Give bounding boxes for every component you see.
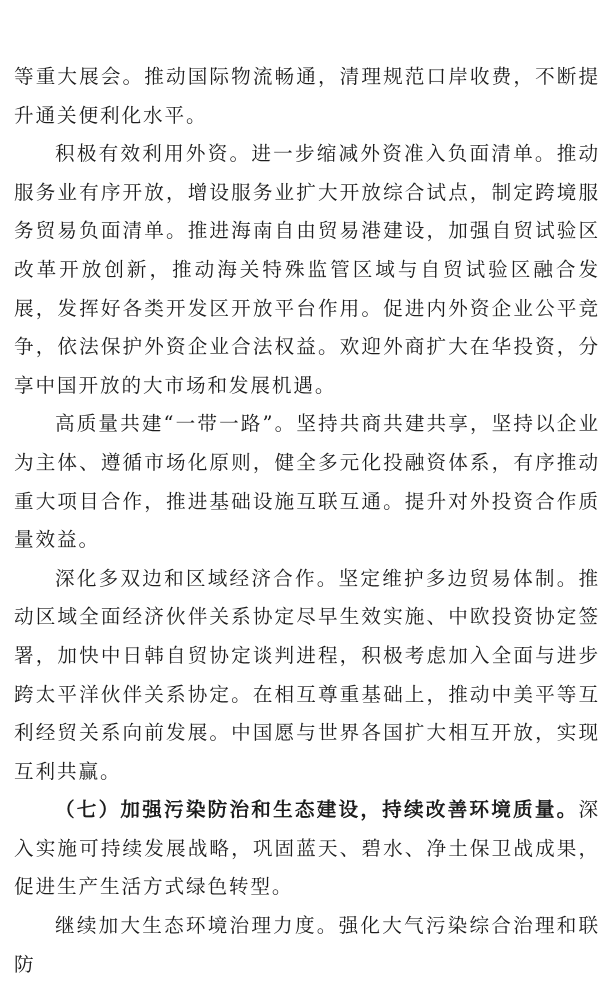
paragraph-text: 高质量共建“一带一路”。坚持共商共建共享，坚持以企业为主体、遵循市场化原则，健全多元化投融资体系，有序推动重大项目合作，推进基础设施互联互通。提升对外投资合作质量效益。 — [14, 412, 600, 552]
paragraph-text: 等重大展会。推动国际物流畅通，清理规范口岸收费，不断提升通关便利化水平。 — [14, 65, 600, 127]
paragraph-continuation — [14, 58, 600, 135]
section-heading: （七）加强污染防治和生态建设，持续改善环境质量。 — [55, 798, 579, 822]
paragraph-economic-cooperation — [14, 560, 600, 792]
paragraph-text: 积极有效利用外资。进一步缩减外资准入负面清单。推动服务业有序开放，增设服务业扩大开放综合试点，制定跨境服务贸易负面清单。推进海南自由贸易港建设，加强自贸试验区改革开放创新，推动海关特殊监管区域与自贸试验区融合发展，发挥好各类开发区开放平台作用。促进内外资企业公平竞争，依法保护外资企业合法权益。欢迎外商扩大在华投资，分享中国开放的大市场和发展机遇。 — [14, 142, 600, 397]
paragraph-text: 深化多双边和区域经济合作。坚定维护多边贸易体制。推动区域全面经济伙伴关系协定尽早生效实施、中欧投资协定签署，加快中日韩自贸协定谈判进程，积极考虑加入全面与进步跨太平洋伙伴关系协定。在相互尊重基础上，推动中美平等互利经贸关系向前发展。中国愿与世界各国扩大相互开放，实现互利共赢。 — [14, 566, 600, 783]
paragraph-section-seven — [14, 791, 600, 907]
paragraph-foreign-investment — [14, 135, 600, 405]
document-page — [14, 58, 600, 984]
paragraph-text: 深入实施可持续发展战略，巩固蓝天、碧水、净土保卫战成果，促进生产生活方式绿色转型。 — [14, 798, 600, 899]
paragraph-text: 继续加大生态环境治理力度。强化大气污染综合治理和联防 — [14, 914, 600, 976]
paragraph-belt-and-road — [14, 405, 600, 559]
paragraph-ecological-governance — [14, 907, 600, 984]
